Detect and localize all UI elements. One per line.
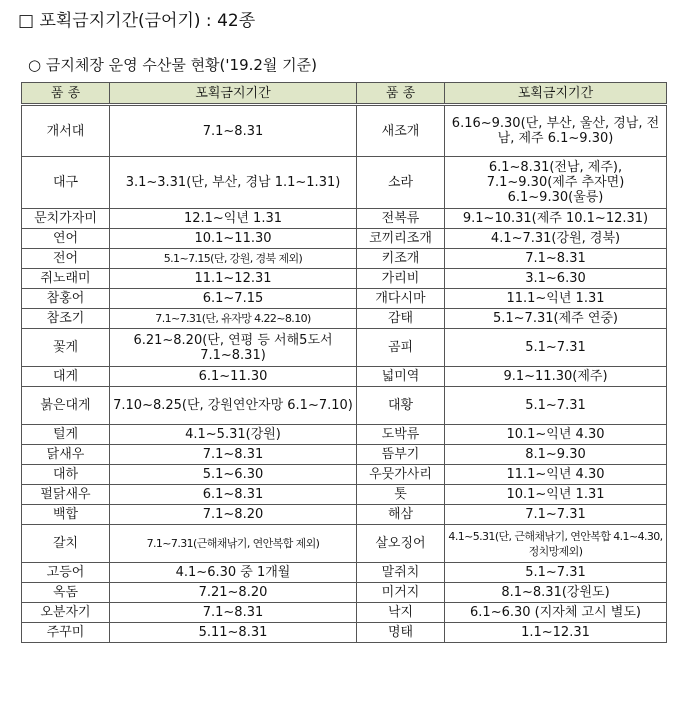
species-cell: 대구 <box>22 157 110 209</box>
closed-season-table <box>21 82 667 643</box>
species-cell: 키조개 <box>357 249 445 269</box>
species-cell: 참조기 <box>22 309 110 329</box>
table-row <box>22 289 667 309</box>
species-cell: 대황 <box>357 387 445 425</box>
species-cell: 개다시마 <box>357 289 445 309</box>
species-cell: 붉은대게 <box>22 387 110 425</box>
period-cell: 7.1~8.31 <box>110 105 357 157</box>
species-cell: 백합 <box>22 505 110 525</box>
period-cell: 3.1~3.31(단, 부산, 경남 1.1~1.31) <box>110 157 357 209</box>
period-cell: 7.10~8.25(단, 강원연안자망 6.1~7.10) <box>110 387 357 425</box>
table-body <box>22 105 667 643</box>
period-cell: 11.1~익년 1.31 <box>445 289 667 309</box>
species-cell: 소라 <box>357 157 445 209</box>
species-cell: 전복류 <box>357 209 445 229</box>
period-cell: 3.1~6.30 <box>445 269 667 289</box>
table-row <box>22 505 667 525</box>
species-cell: 펄닭새우 <box>22 485 110 505</box>
species-cell: 개서대 <box>22 105 110 157</box>
species-cell: 명태 <box>357 623 445 643</box>
table-row <box>22 269 667 289</box>
period-cell: 5.1~7.31 <box>445 329 667 367</box>
species-cell: 살오징어 <box>357 525 445 563</box>
table-row <box>22 157 667 209</box>
period-cell: 7.1~8.31 <box>110 603 357 623</box>
table-row <box>22 445 667 465</box>
table-row <box>22 485 667 505</box>
period-cell: 6.1~8.31 <box>110 485 357 505</box>
period-cell: 7.1~8.20 <box>110 505 357 525</box>
table-row <box>22 249 667 269</box>
species-cell: 꽃게 <box>22 329 110 367</box>
species-cell: 미거지 <box>357 583 445 603</box>
period-cell: 6.1~7.15 <box>110 289 357 309</box>
period-cell: 6.16~9.30(단, 부산, 울산, 경남, 전남, 제주 6.1~9.30) <box>445 105 667 157</box>
species-cell: 새조개 <box>357 105 445 157</box>
table-row <box>22 309 667 329</box>
species-cell: 참홍어 <box>22 289 110 309</box>
period-cell: 6.1~8.31(전남, 제주), 7.1~9.30(제주 추자면) 6.1~9.30(울릉) <box>445 157 667 209</box>
period-cell: 10.1~익년 1.31 <box>445 485 667 505</box>
period-cell: 4.1~7.31(강원, 경북) <box>445 229 667 249</box>
period-cell: 4.1~5.31(단, 근해채낚기, 연안복합 4.1~4.30, 정치망제외) <box>445 525 667 563</box>
species-cell: 톳 <box>357 485 445 505</box>
species-cell: 감태 <box>357 309 445 329</box>
header-period-2: 포획금지기간 <box>445 83 667 105</box>
period-cell: 7.1~7.31(단, 유자망 4.22~8.10) <box>110 309 357 329</box>
table-row <box>22 387 667 425</box>
species-cell: 말쥐치 <box>357 563 445 583</box>
period-cell: 10.1~익년 4.30 <box>445 425 667 445</box>
species-cell: 해삼 <box>357 505 445 525</box>
species-cell: 뜸부기 <box>357 445 445 465</box>
species-cell: 곰피 <box>357 329 445 367</box>
species-cell: 전어 <box>22 249 110 269</box>
table-row <box>22 525 667 563</box>
period-cell: 5.11~8.31 <box>110 623 357 643</box>
period-cell: 5.1~7.31(제주 연중) <box>445 309 667 329</box>
species-cell: 갈치 <box>22 525 110 563</box>
table-row <box>22 603 667 623</box>
period-cell: 4.1~6.30 중 1개월 <box>110 563 357 583</box>
period-cell: 1.1~12.31 <box>445 623 667 643</box>
table-row <box>22 425 667 445</box>
period-cell: 7.1~8.31 <box>445 249 667 269</box>
table-header-row <box>22 83 667 105</box>
table-row <box>22 329 667 367</box>
species-cell: 도박류 <box>357 425 445 445</box>
species-cell: 오분자기 <box>22 603 110 623</box>
period-cell: 7.1~7.31(근해채낚기, 연안복합 제외) <box>110 525 357 563</box>
species-cell: 연어 <box>22 229 110 249</box>
period-cell: 11.1~익년 4.30 <box>445 465 667 485</box>
table-row <box>22 623 667 643</box>
species-cell: 코끼리조개 <box>357 229 445 249</box>
period-cell: 7.21~8.20 <box>110 583 357 603</box>
species-cell: 옥돔 <box>22 583 110 603</box>
species-cell: 주꾸미 <box>22 623 110 643</box>
table-row <box>22 563 667 583</box>
table-row <box>22 367 667 387</box>
period-cell: 6.1~11.30 <box>110 367 357 387</box>
table-row <box>22 209 667 229</box>
period-cell: 9.1~10.31(제주 10.1~12.31) <box>445 209 667 229</box>
header-period-1: 포획금지기간 <box>110 83 357 105</box>
period-cell: 12.1~익년 1.31 <box>110 209 357 229</box>
period-cell: 4.1~5.31(강원) <box>110 425 357 445</box>
species-cell: 털게 <box>22 425 110 445</box>
period-cell: 5.1~7.31 <box>445 387 667 425</box>
period-cell: 7.1~8.31 <box>110 445 357 465</box>
header-species-2: 품 종 <box>357 83 445 105</box>
species-cell: 고등어 <box>22 563 110 583</box>
table-row <box>22 465 667 485</box>
section-subtitle: ○ 금지체장 운영 수산물 현황('19.2월 기준) <box>28 56 318 74</box>
period-cell: 7.1~7.31 <box>445 505 667 525</box>
species-cell: 닭새우 <box>22 445 110 465</box>
species-cell: 가리비 <box>357 269 445 289</box>
species-cell: 낙지 <box>357 603 445 623</box>
page-title: □ 포획금지기간(금어기) : 42종 <box>18 11 256 31</box>
species-cell: 문치가자미 <box>22 209 110 229</box>
period-cell: 5.1~7.31 <box>445 563 667 583</box>
period-cell: 6.1~6.30 (지자체 고시 별도) <box>445 603 667 623</box>
period-cell: 8.1~9.30 <box>445 445 667 465</box>
period-cell: 5.1~6.30 <box>110 465 357 485</box>
species-cell: 대하 <box>22 465 110 485</box>
period-cell: 5.1~7.15(단, 강원, 경북 제외) <box>110 249 357 269</box>
table-row <box>22 105 667 157</box>
species-cell: 넓미역 <box>357 367 445 387</box>
period-cell: 9.1~11.30(제주) <box>445 367 667 387</box>
table-row <box>22 583 667 603</box>
species-cell: 쥐노래미 <box>22 269 110 289</box>
period-cell: 6.21~8.20(단, 연평 등 서해5도서 7.1~8.31) <box>110 329 357 367</box>
table-row <box>22 229 667 249</box>
species-cell: 우뭇가사리 <box>357 465 445 485</box>
period-cell: 8.1~8.31(강원도) <box>445 583 667 603</box>
header-species-1: 품 종 <box>22 83 110 105</box>
period-cell: 10.1~11.30 <box>110 229 357 249</box>
period-cell: 11.1~12.31 <box>110 269 357 289</box>
species-cell: 대게 <box>22 367 110 387</box>
